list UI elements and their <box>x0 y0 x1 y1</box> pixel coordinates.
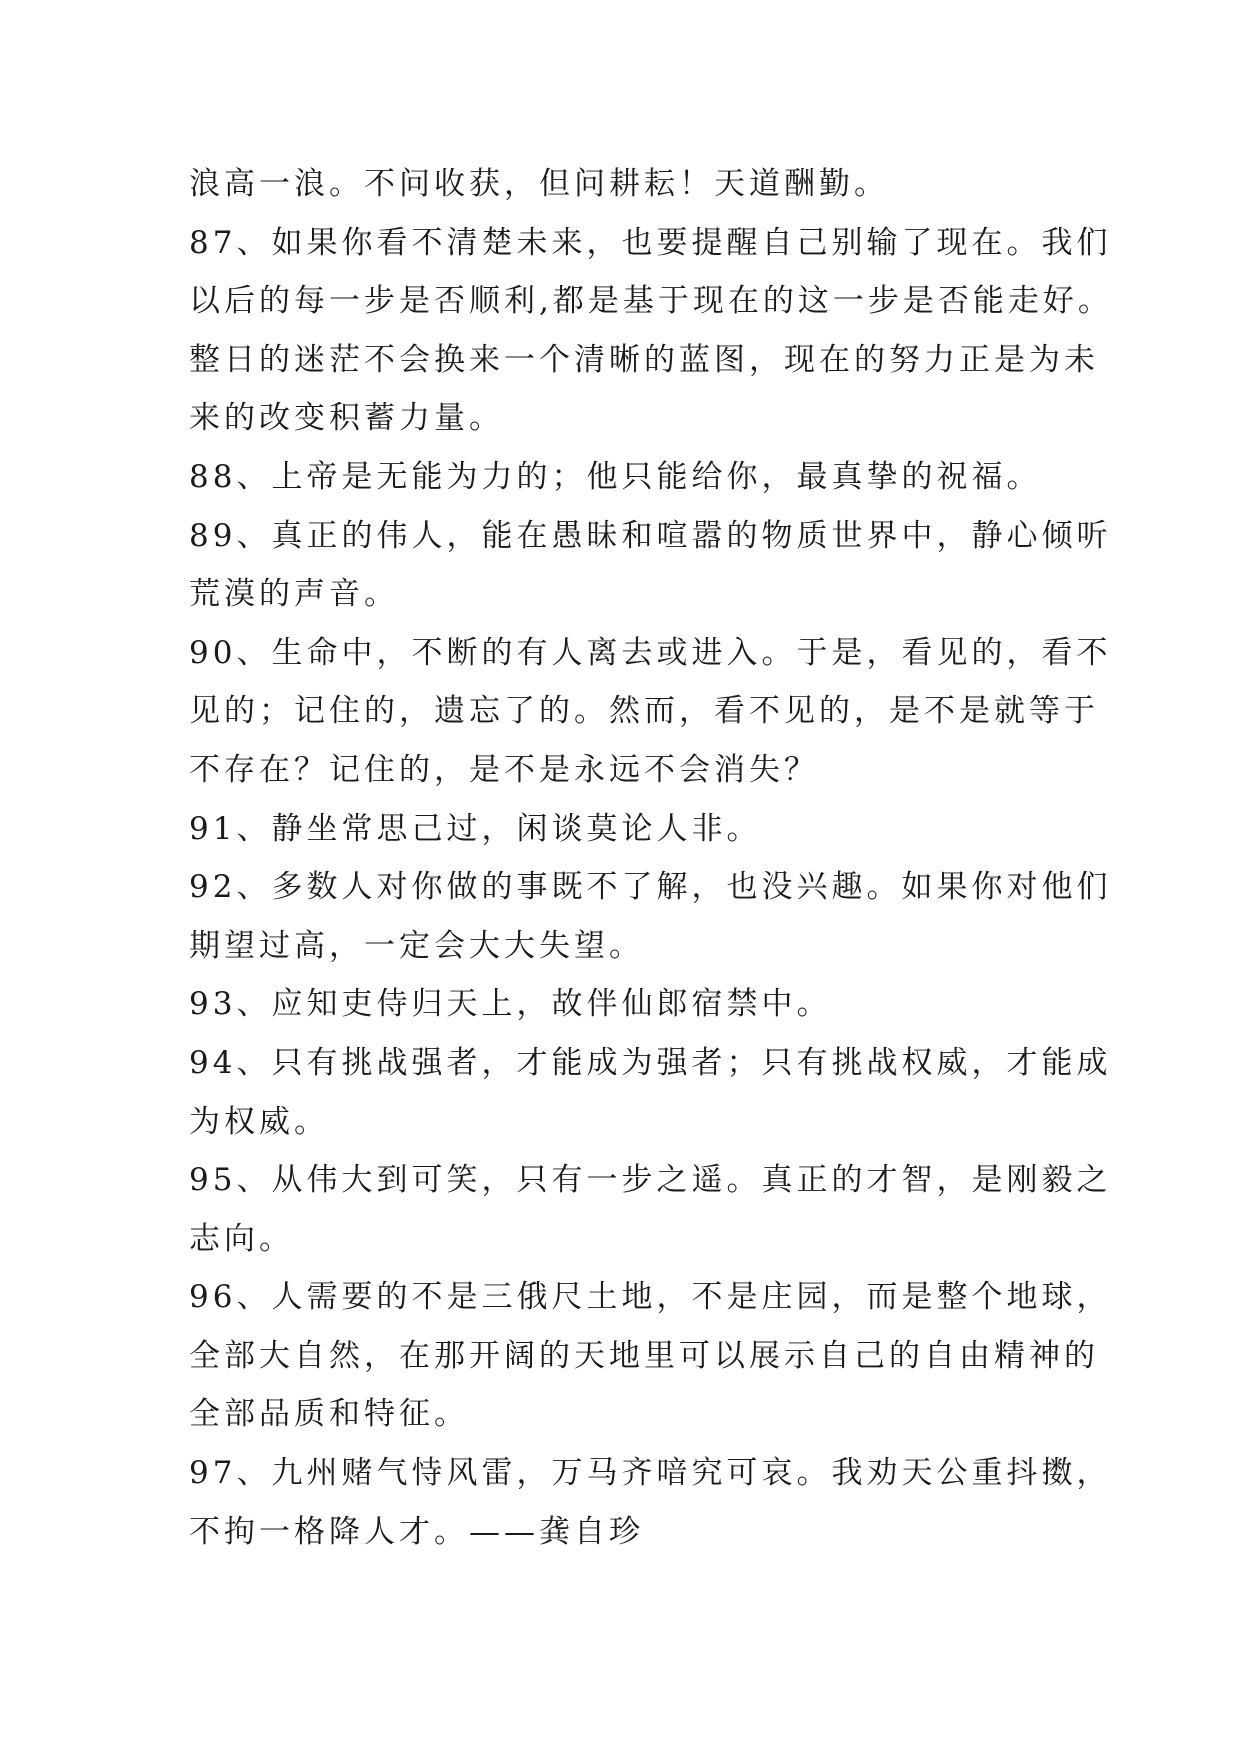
quote-90-line: 90、生命中，不断的有人离去或进入。于是，看见的，看不 <box>189 634 1112 671</box>
text-line: 浪高一浪。不问收获，但问耕耘！天道酬勤。 <box>189 166 889 202</box>
text-line: 来的改变积蓄力量。 <box>189 400 504 437</box>
text-line: 不存在？记住的，是不是永远不会消失？ <box>189 751 819 788</box>
quote-87-line: 87、如果你看不清楚未来，也要提醒自己别输了现在。我们 <box>189 224 1112 261</box>
quote-91-line: 91、静坐常思己过，闲谈莫论人非。 <box>189 810 762 847</box>
text-line: 为权威。 <box>189 1103 329 1140</box>
text-line: 见的；记住的，遗忘了的。然而，看不见的，是不是就等于 <box>189 693 1099 730</box>
quote-95-line: 95、从伟大到可笑，只有一步之遥。真正的才智，是刚毅之 <box>189 1162 1112 1199</box>
quote-92-line: 92、多数人对你做的事既不了解，也没兴趣。如果你对他们 <box>189 869 1112 906</box>
text-line: 全部品质和特征。 <box>189 1396 469 1433</box>
text-line: 荒漠的声音。 <box>189 576 399 613</box>
text-line: 志向。 <box>189 1220 294 1257</box>
quote-96-line: 96、人需要的不是三俄尺土地，不是庄园，而是整个地球， <box>189 1279 1112 1316</box>
quote-93-line: 93、应知吏侍归天上，故伴仙郎宿禁中。 <box>189 986 832 1023</box>
text-line: 全部大自然，在那开阔的天地里可以展示自己的自由精神的 <box>189 1337 1099 1374</box>
text-line: 以后的每一步是否顺利,都是基于现在的这一步是否能走好。 <box>189 283 1113 320</box>
quote-88-line: 88、上帝是无能为力的；他只能给你，最真挚的祝福。 <box>189 458 1042 495</box>
text-line: 不拘一格降人才。——龚自珍 <box>189 1513 644 1550</box>
text-line: 整日的迷茫不会换来一个清晰的蓝图，现在的努力正是为未 <box>189 341 1099 378</box>
text-line: 期望过高，一定会大大失望。 <box>189 927 644 964</box>
document-body <box>189 155 1113 1561</box>
quote-89-line: 89、真正的伟人，能在愚昧和喧嚣的物质世界中，静心倾听 <box>189 517 1112 554</box>
quote-97-line: 97、九州赌气恃风雷，万马齐喑究可哀。我劝天公重抖擞， <box>189 1455 1112 1492</box>
quote-94-line: 94、只有挑战强者，才能成为强者；只有挑战权威，才能成 <box>189 1044 1112 1081</box>
